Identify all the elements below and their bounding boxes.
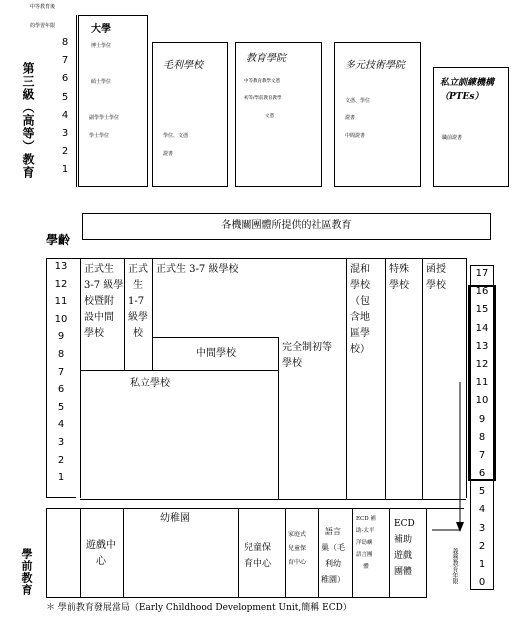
left-years-bracket [46, 497, 76, 498]
community-education-label: 各機關團體所提供的社區教育 [221, 220, 352, 231]
footnote: ＊ 學前教育發展當局（Early Childhood Development Unit,簡稱 ECD） [46, 603, 352, 613]
school-age-label: 學齡 [46, 233, 71, 247]
cell-childcare-centre: 兒童保 育中心 [244, 543, 272, 569]
year-label: 14 [475, 322, 489, 334]
maori-school-title: 毛利學校 [163, 60, 203, 71]
grid-line [80, 499, 466, 500]
cell-special-school: 特殊 學校 [389, 264, 409, 291]
ptes-item: 職前證書 [442, 135, 463, 141]
tertiary-side-label: 第三級（高等）教育 [21, 62, 35, 179]
year-label: 12 [54, 278, 68, 290]
left-years-bracket [46, 258, 47, 498]
grid-line [346, 258, 347, 500]
cell-full-1-7: 正式 生 1-7 級學 校 [128, 264, 148, 339]
preschool-grid-line [46, 508, 47, 598]
year-label: 1 [57, 472, 65, 484]
grid-line [422, 258, 423, 500]
compulsory-years-label: 義務教育年限 [451, 548, 458, 584]
polytechnic-title: 多元技術學院 [345, 60, 405, 71]
compulsory-arrow [428, 380, 470, 542]
year-label: 12 [475, 358, 489, 370]
year-label: 3 [57, 436, 65, 448]
cell-kohanga-reo: 語言 巢（毛 利幼 稚園） [321, 527, 345, 584]
year-label: 6 [57, 384, 65, 396]
polytechnic-item: 中間證書 [345, 133, 366, 139]
cell-kindergarten: 幼稚園 [160, 513, 190, 524]
year-label: 3 [61, 127, 69, 139]
cell-ecd-playgroup: ECD 補助 遊戲 團體 [394, 519, 415, 577]
year-label: 2 [61, 146, 69, 158]
year-label: 7 [57, 366, 65, 378]
preschool-grid-line [46, 508, 464, 509]
preschool-grid-line [389, 508, 390, 598]
year-label: 0 [478, 577, 486, 589]
cell-full-3-7: 正式生 3-7 級學校 [156, 264, 239, 275]
university-title: 大學 [91, 24, 111, 35]
polytechnic-item: 文憑、學位 [345, 98, 371, 104]
year-label: 7 [478, 449, 486, 461]
education-college-item: 中等教育教學文憑 [244, 79, 280, 84]
school-top-rule [46, 258, 466, 259]
education-college-box [235, 42, 322, 187]
polytechnic-item: 證書 [345, 115, 356, 121]
year-label: 11 [54, 296, 68, 308]
year-label: 15 [475, 304, 489, 316]
grid-line [124, 258, 125, 370]
right-years-column [471, 268, 493, 595]
year-label: 11 [475, 377, 489, 389]
grid-line [80, 370, 279, 371]
year-label: 8 [478, 431, 486, 443]
year-label: 1 [478, 559, 486, 570]
grid-line [152, 337, 278, 338]
preschool-grid-line [285, 508, 286, 598]
ptes-title: 私立訓練機構（PTEs） [440, 78, 495, 102]
year-label: 8 [61, 37, 69, 48]
year-label: 5 [61, 91, 69, 103]
year-label: 13 [475, 340, 489, 352]
university-item: 博士學位 [91, 43, 112, 49]
year-label: 6 [61, 73, 69, 85]
grid-line [80, 258, 81, 498]
preschool-grid-line [80, 508, 81, 598]
year-label: 4 [61, 109, 69, 121]
year-label: 13 [54, 261, 68, 272]
preschool-grid-line [46, 597, 426, 598]
year-label: 10 [475, 395, 489, 407]
grid-line [385, 258, 386, 500]
cell-private-school: 私立學校 [130, 378, 170, 389]
year-label: 2 [478, 540, 486, 552]
cell-intermediate: 中間學校 [196, 348, 236, 359]
year-label: 5 [478, 486, 486, 498]
university-item: 副學學士學位 [89, 115, 120, 121]
year-label: 9 [478, 413, 486, 425]
cell-correspondence-school: 函授 學校 [426, 264, 446, 291]
year-label: 1 [61, 164, 69, 176]
cell-pacific-island-language: ECD 補 助-太平 洋島嶼 語言團 體 [356, 516, 376, 570]
cell-playcentre: 遊戲中 心 [86, 540, 116, 567]
year-label: 7 [61, 55, 69, 67]
year-label: 5 [57, 401, 65, 413]
university-item: 碩士學位 [91, 79, 112, 85]
preschool-grid-line [238, 508, 239, 598]
university-item: 學士學位 [89, 133, 110, 139]
tertiary-years-divider [76, 15, 77, 187]
cell-composite-school: 混和 學校 （包 含地 區學 校） [350, 264, 370, 355]
preschool-grid-line [426, 508, 427, 598]
year-label: 3 [478, 522, 486, 534]
maori-school-box [152, 42, 228, 187]
community-education-box [82, 213, 491, 240]
year-label: 4 [478, 504, 486, 516]
preschool-grid-line [318, 508, 319, 598]
education-college-item: 文憑 [265, 114, 274, 119]
cell-full-3-7-with-intermediate: 正式生 3-7 級學 校暨附 設中間 學校 [84, 264, 124, 339]
left-years-column [50, 261, 72, 490]
year-label: 4 [57, 419, 65, 431]
cell-home-based-care: 家庭式 兒童保 育中心 [288, 531, 307, 566]
education-college-item: 初等/學前教育教學 [244, 96, 282, 101]
preschool-grid-line [352, 508, 353, 598]
year-label: 8 [57, 348, 65, 360]
maori-school-item: 證書 [163, 151, 174, 157]
preschool-side-label: 學前教育 [20, 548, 33, 596]
polytechnic-box [334, 42, 421, 187]
ptes-box [433, 67, 509, 187]
years-header-label: 中等教育後 的學習年限 [30, 4, 56, 29]
education-college-title: 教育學院 [246, 53, 286, 64]
grid-line [278, 337, 279, 500]
year-label: 16 [475, 286, 489, 298]
preschool-grid-line [123, 508, 124, 598]
year-label: 17 [475, 268, 489, 279]
maori-school-item: 學位、文憑 [163, 133, 189, 139]
year-label: 2 [57, 454, 65, 466]
year-label: 10 [54, 313, 68, 325]
cell-full-primary: 完全制初等 學校 [282, 342, 332, 369]
grid-line [152, 258, 153, 370]
university-box [78, 15, 148, 187]
year-label: 6 [478, 468, 486, 480]
year-label: 9 [57, 331, 65, 343]
tertiary-years-column [58, 37, 72, 183]
